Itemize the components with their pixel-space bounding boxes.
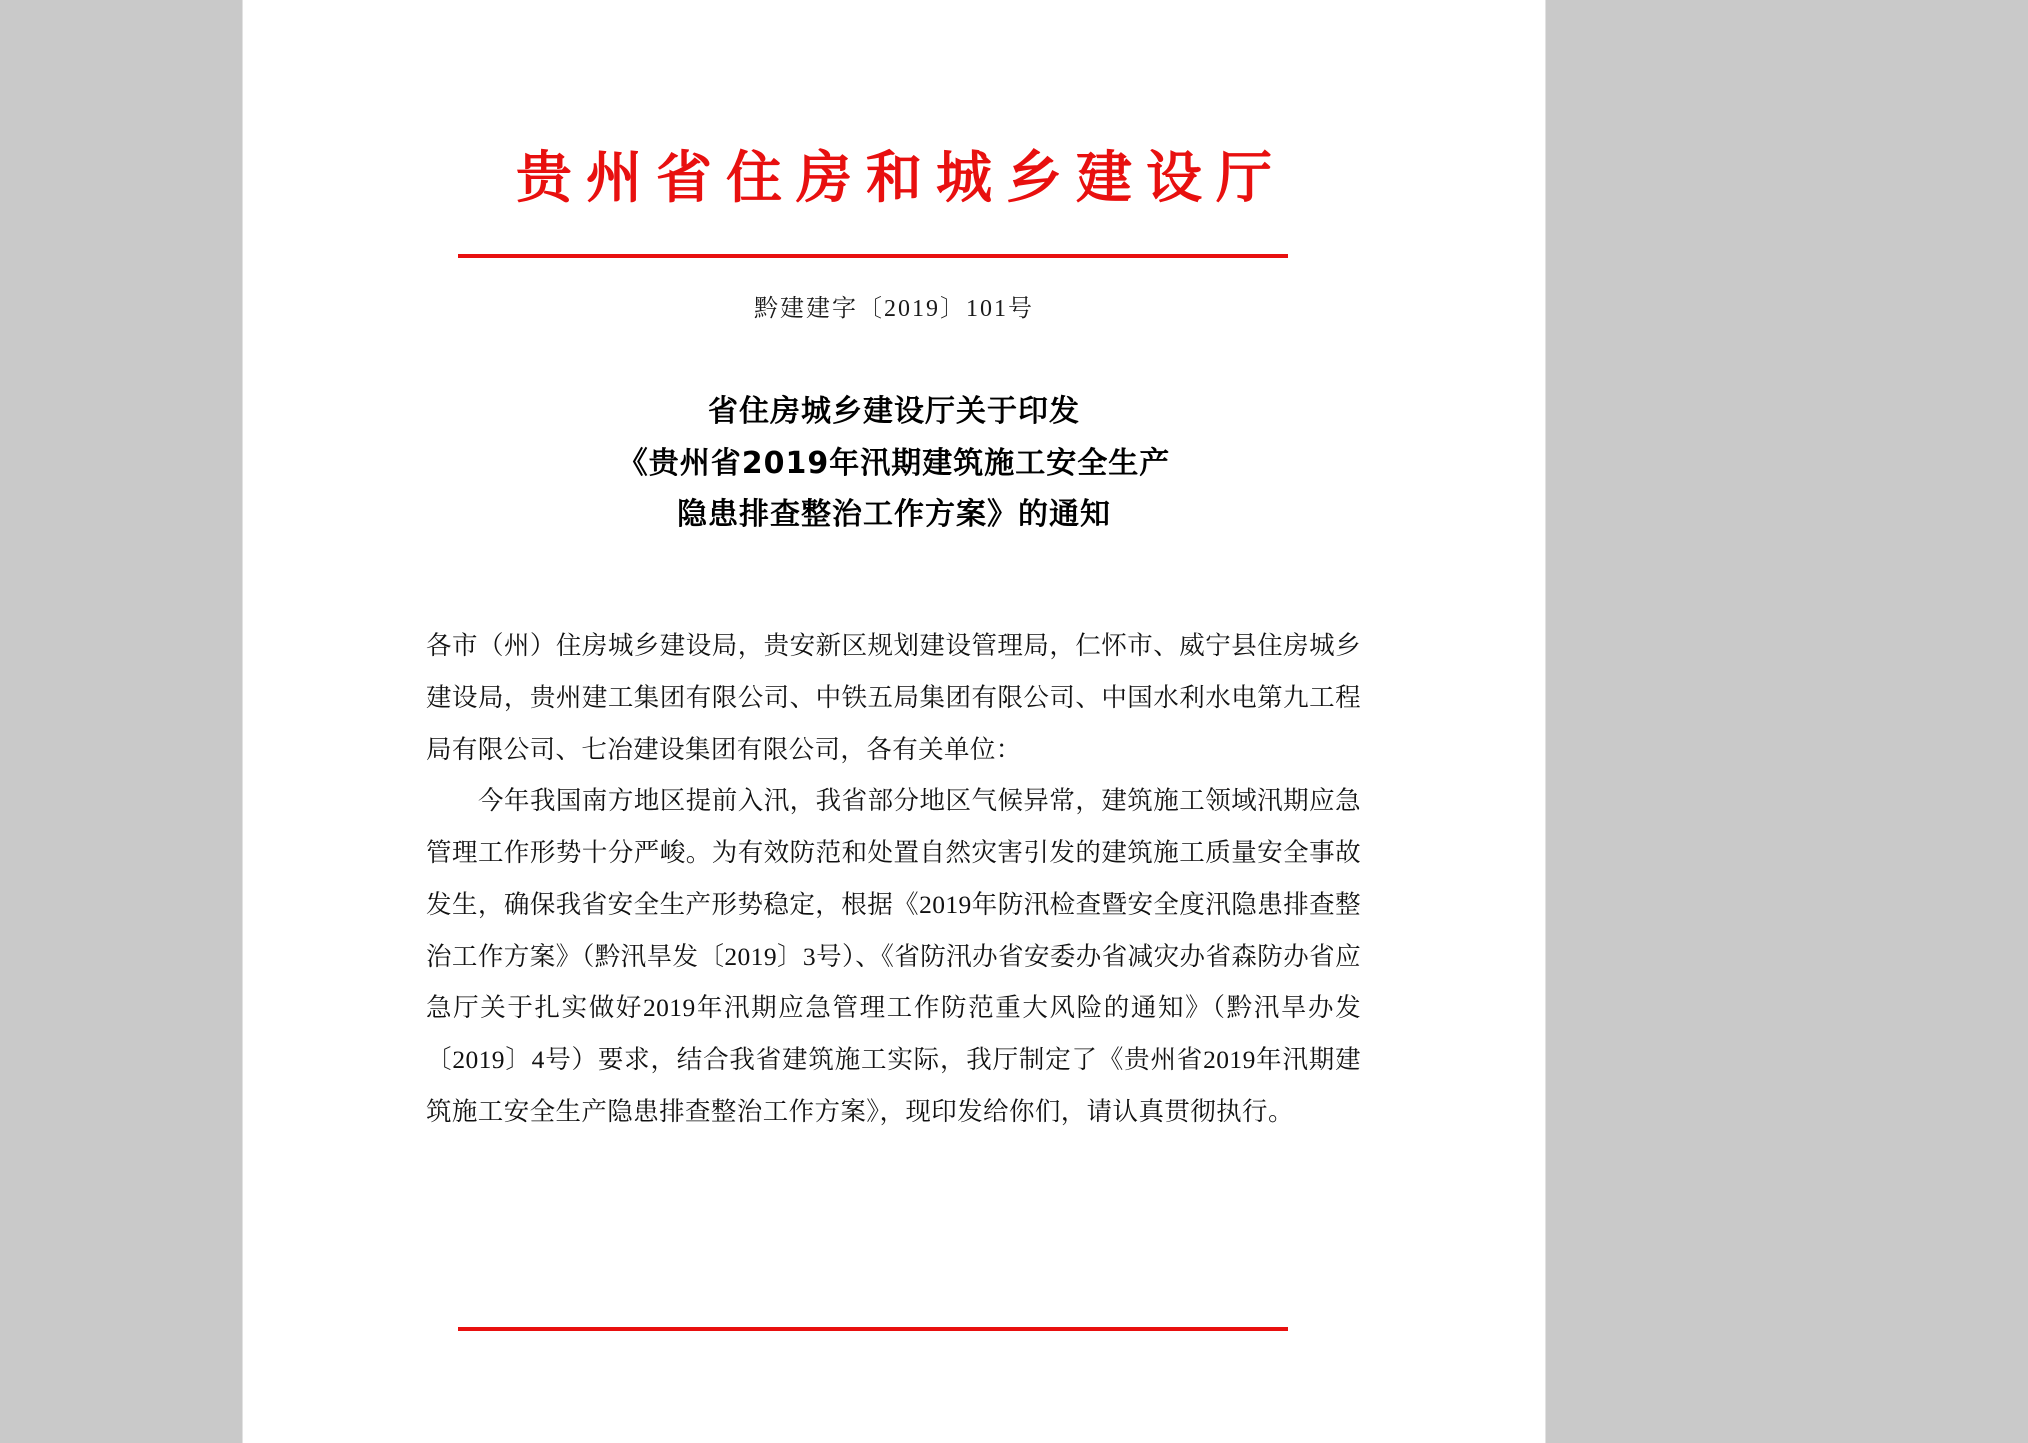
document-page [243, 0, 1545, 1443]
document-title-line-3: 隐患排查整治工作方案》的通知 [677, 497, 1111, 533]
document-body [426, 620, 1361, 1138]
addressee-paragraph: 各市（州）住房城乡建设局，贵安新区规划建设管理局，仁怀市、威宁县住房城乡建设局，贵州建工集团有限公司、中铁五局集团有限公司、中国水利水电第九工程局有限公司、七冶建设集团有限公司，各有关单位： [426, 631, 1361, 764]
masthead [243, 145, 1545, 211]
document-title [343, 386, 1445, 541]
document-title-line-2: 《贵州省2019年汛期建筑施工安全生产 [617, 445, 1171, 481]
document-number: 黔建建字〔2019〕101号 [754, 296, 1034, 322]
issuing-organization-title: 贵州省住房和城乡建设厅 [516, 145, 1286, 211]
body-paragraph-1: 今年我国南方地区提前入汛，我省部分地区气候异常，建筑施工领域汛期应急管理工作形势十分严峻。为有效防范和处置自然灾害引发的建筑施工质量安全事故发生，确保我省安全生产形势稳定，根据《2019年防汛检查暨安全度汛隐患排查整治工作方案》（黔汛旱发〔2019〕3号）、《省防汛办省安委办省减灾办省森防办省应急厅关于扎实做好2019年汛期应急管理工作防范重大风险的通知》（黔汛旱办发〔2019〕4号）要求，结合我省建筑施工实际，我厅制定了《贵州省2019年汛期建筑施工安全生产隐患排查整治工作方案》，现印发给你们，请认真贯彻执行。 [426, 786, 1361, 1126]
document-title-line-1: 省住房城乡建设厅关于印发 [708, 394, 1080, 429]
footer-red-rule [458, 1327, 1288, 1331]
masthead-red-rule [458, 254, 1288, 258]
